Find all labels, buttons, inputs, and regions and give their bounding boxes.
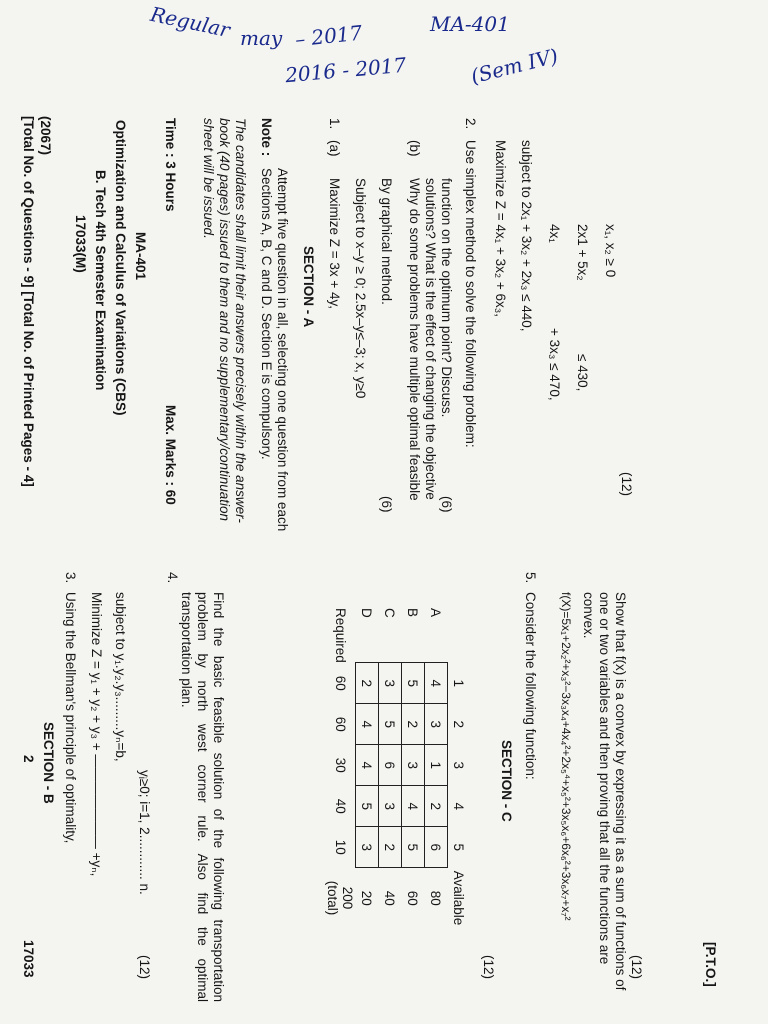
- page-number: 2: [21, 755, 36, 763]
- available-value: 40: [379, 868, 402, 929]
- required-row: [326, 608, 356, 928]
- note-label: Note :: [259, 118, 274, 157]
- available-value: 20: [356, 868, 379, 929]
- q2-constraint-3a: 2x1 + 5x₂: [575, 224, 590, 281]
- cost-cell: 3: [379, 663, 402, 704]
- max-marks: Max. Marks : 60: [163, 405, 178, 505]
- course-code: MA-401: [133, 232, 148, 281]
- cost-cell: 5: [402, 827, 425, 868]
- q1b-line1: Why do some problems have multiple optimal feasible: [407, 178, 422, 501]
- q1b-line3: function on the optimum point? Discuss.: [439, 178, 454, 418]
- column-header: 3: [451, 761, 467, 770]
- cost-cell: 3: [425, 704, 448, 745]
- handwritten-session: 2016 - 2017: [284, 52, 408, 88]
- handwritten-year: – 2017: [293, 20, 364, 52]
- cost-cell: 4: [356, 745, 379, 786]
- required-value: 40: [332, 798, 348, 814]
- q3-text: Using the Bellman's principle of optimality,: [63, 592, 78, 844]
- q1b-marks: (6): [439, 496, 454, 513]
- q3-condition: yᵢ≥0; i=1, 2............ n.: [137, 770, 152, 895]
- instructions: The candidates shall limit their answers precisely within the answer-book (40 pages) issued to them and no supplementary/continuation sheet will be issued.: [201, 118, 248, 523]
- exam-title: B. Tech 4th Semester Examination: [93, 170, 108, 391]
- cost-cell: 3: [379, 786, 402, 827]
- q2-constraint-1: subject to 2x₁ + 3x₂ + 2x₃ ≤ 440,: [519, 140, 534, 332]
- handwritten-semester: (Sem IV): [468, 43, 561, 89]
- q1a-objective: Maximize Z = 3x + 4y,: [327, 178, 342, 310]
- q1a-label: (a): [327, 140, 342, 157]
- available-value: 80: [425, 868, 448, 929]
- q2-constraint-3b: ≤ 430,: [575, 354, 590, 392]
- row-label: D: [359, 608, 375, 618]
- handwritten-may: may: [240, 26, 283, 50]
- q4-number: 4.: [165, 572, 180, 584]
- q5-show: Show that f(x) is a convex by expressing it as a sum of functions of one or two variables and then proving that all the functions are convex.: [581, 592, 628, 991]
- table-row: [402, 608, 425, 928]
- q1-number: 1.: [327, 118, 342, 130]
- subject-title: Optimization and Calculus of Variations (CBS): [113, 120, 128, 416]
- q5-function: f(X)=5x₁+2x₂²+x₃²−3x₃x₄+4x₄²+2x₅⁴+x₅²+3x₅x₆+6x₆²+3x₆x₇+x₇²: [559, 592, 573, 921]
- cost-cell: 6: [379, 745, 402, 786]
- pto: [P.T.O.]: [703, 942, 718, 987]
- q1a-method: By graphical method.: [379, 178, 394, 305]
- time: Time : 3 Hours: [163, 118, 178, 212]
- cost-cell: 5: [379, 704, 402, 745]
- section-c-title: SECTION - C: [499, 740, 514, 822]
- cost-cell: 2: [425, 786, 448, 827]
- q1a-marks: (6): [379, 496, 394, 513]
- column-header: 1: [451, 679, 467, 688]
- cost-cell: 4: [402, 786, 425, 827]
- q1b-label: (b): [407, 140, 422, 157]
- q1a-constraints: Subject to x–y ≥ 0; 2.5x–y≤–3; x, y≥0: [353, 178, 368, 399]
- required-value: 10: [332, 839, 348, 855]
- cost-cell: 6: [425, 827, 448, 868]
- handwritten-course: MA-401: [430, 12, 510, 36]
- q3-minimize: Minimize Z = y₁ + y₂ + y₃ + ——————— +yₙ,: [89, 592, 104, 877]
- table-corner: [448, 608, 471, 663]
- row-label: C: [382, 608, 398, 618]
- q3-number: 3.: [63, 572, 78, 584]
- required-value: 30: [332, 757, 348, 773]
- required-value: 60: [332, 675, 348, 691]
- q4-text: Find the basic feasible solution of the following transportation problem by north west corner rule. Also find the optimal transportation plan.: [179, 592, 226, 1002]
- transportation-table: [326, 608, 471, 928]
- q2-text: Use simplex method to solve the following problem:: [463, 140, 478, 448]
- q5-marks: (12): [629, 955, 644, 980]
- available-header: Available: [451, 870, 467, 926]
- q2-marks: (12): [619, 472, 634, 497]
- q5-number: 5.: [523, 572, 538, 584]
- cost-cell: 2: [356, 663, 379, 704]
- table-row: [379, 608, 402, 928]
- page-code: 17033: [21, 940, 36, 978]
- cost-cell: 3: [356, 827, 379, 868]
- row-label: A: [428, 608, 444, 618]
- row-label: B: [405, 608, 421, 618]
- total-questions: [Total No. of Questions - 9] [Total No. of Printed Pages - 4]: [21, 116, 36, 487]
- paper-code-bracket: (2067): [38, 116, 53, 156]
- table-header-row: [448, 608, 471, 928]
- table-row: [356, 608, 379, 928]
- cost-cell: 3: [402, 745, 425, 786]
- q2-nonneg: x₁, x₂ ≥ 0: [603, 224, 618, 278]
- handwritten-regular: Regular: [148, 1, 233, 43]
- cost-cell: 5: [402, 663, 425, 704]
- column-header: 5: [451, 843, 467, 852]
- q3-subject: subject to y₁.y₂.y₃.........yₙ=b,: [113, 592, 128, 762]
- total-value: 200 (total): [325, 880, 356, 916]
- cost-cell: 1: [425, 745, 448, 786]
- required-value: 60: [332, 716, 348, 732]
- cost-cell: 2: [402, 704, 425, 745]
- q2-number: 2.: [463, 118, 478, 130]
- cost-cell: 2: [379, 827, 402, 868]
- required-label: Required: [333, 608, 348, 663]
- paper-code: 17033(M): [73, 215, 88, 273]
- cost-cell: 4: [356, 704, 379, 745]
- q5-text: Consider the following function:: [523, 592, 538, 780]
- section-a-title: SECTION - A: [301, 246, 316, 328]
- table-row: [425, 608, 448, 928]
- q3-marks: (12): [137, 955, 152, 980]
- q2-constraint-2a: 4x₁: [547, 224, 562, 243]
- note-text: Attempt five question in all, selecting one question from each Sections A, B, C and D. Section E is compulsory.: [259, 168, 290, 532]
- section-b-title: SECTION - B: [41, 722, 56, 804]
- q4-marks: (12): [481, 955, 496, 980]
- q2-objective: Maximize Z = 4x₁ + 3x₂ + 6x₃,: [493, 140, 508, 317]
- cost-cell: 4: [425, 663, 448, 704]
- column-header: 4: [451, 802, 467, 811]
- cost-cell: 5: [356, 786, 379, 827]
- q2-constraint-2b: + 3x₃ ≤ 470,: [547, 328, 562, 401]
- q1b-line2: solutions? What is the effect of changing the objective: [423, 178, 438, 500]
- column-header: 2: [451, 720, 467, 729]
- available-value: 60: [402, 868, 425, 929]
